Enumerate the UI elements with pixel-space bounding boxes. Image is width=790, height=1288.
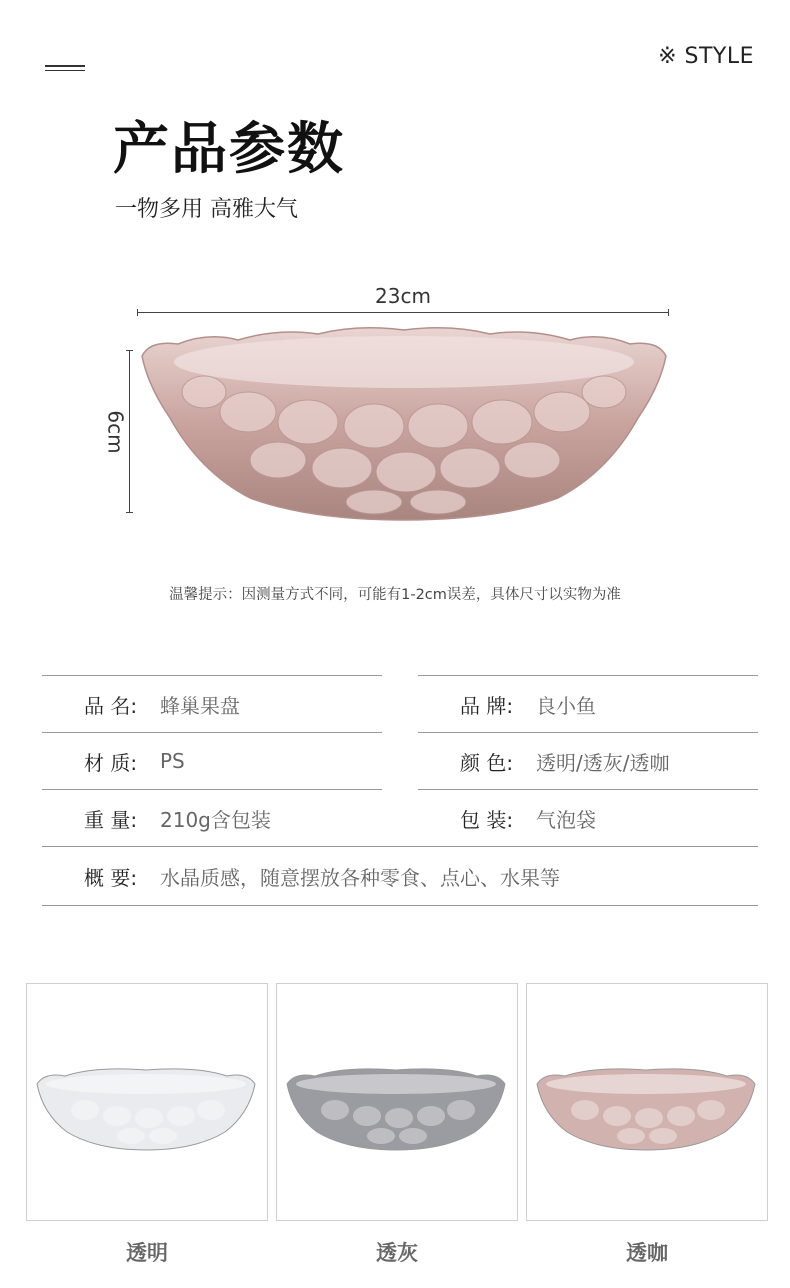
- width-dimension-label: 23cm: [375, 284, 431, 308]
- spec-packaging: 包 装: 气泡袋: [418, 789, 758, 846]
- variant-image: [26, 983, 268, 1221]
- page-title: 产品参数: [113, 117, 345, 182]
- height-dimension-label: 6cm: [103, 410, 128, 454]
- color-variants: [26, 983, 768, 1267]
- spec-weight: 重 量: 210g含包装: [42, 789, 382, 846]
- spec-summary: 概 要: 水晶质感，随意摆放各种零食、点心、水果等: [42, 846, 758, 906]
- spec-color: 颜 色: 透明/透灰/透咖: [418, 732, 758, 789]
- bowl-image: [35, 1064, 257, 1154]
- hero-bowl-image: [138, 322, 670, 522]
- variant-image: [526, 983, 768, 1221]
- page-subtitle: 一物多用 高雅大气: [115, 197, 298, 222]
- style-tag: ※ STYLE: [658, 44, 754, 69]
- variant-label: 透咖: [626, 1241, 668, 1265]
- variant-gray[interactable]: [276, 983, 518, 1267]
- bowl-image: [535, 1064, 757, 1154]
- spec-table: [42, 675, 758, 906]
- spec-name: 品 名: 蜂巢果盘: [42, 675, 382, 732]
- measurement-note: 温馨提示：因测量方式不同，可能有1-2cm误差，具体尺寸以实物为准: [169, 587, 621, 603]
- bowl-image: [285, 1064, 507, 1154]
- spec-material: 材 质: PS: [42, 732, 382, 789]
- height-dimension-line: [129, 350, 130, 513]
- variant-label: 透灰: [376, 1241, 418, 1265]
- variant-image: [276, 983, 518, 1221]
- width-dimension-line: [137, 312, 669, 313]
- variant-clear[interactable]: [26, 983, 268, 1267]
- spec-brand: 品 牌: 良小鱼: [418, 675, 758, 732]
- variant-label: 透明: [126, 1241, 168, 1265]
- menu-icon[interactable]: [45, 65, 85, 74]
- variant-coffee[interactable]: [526, 983, 768, 1267]
